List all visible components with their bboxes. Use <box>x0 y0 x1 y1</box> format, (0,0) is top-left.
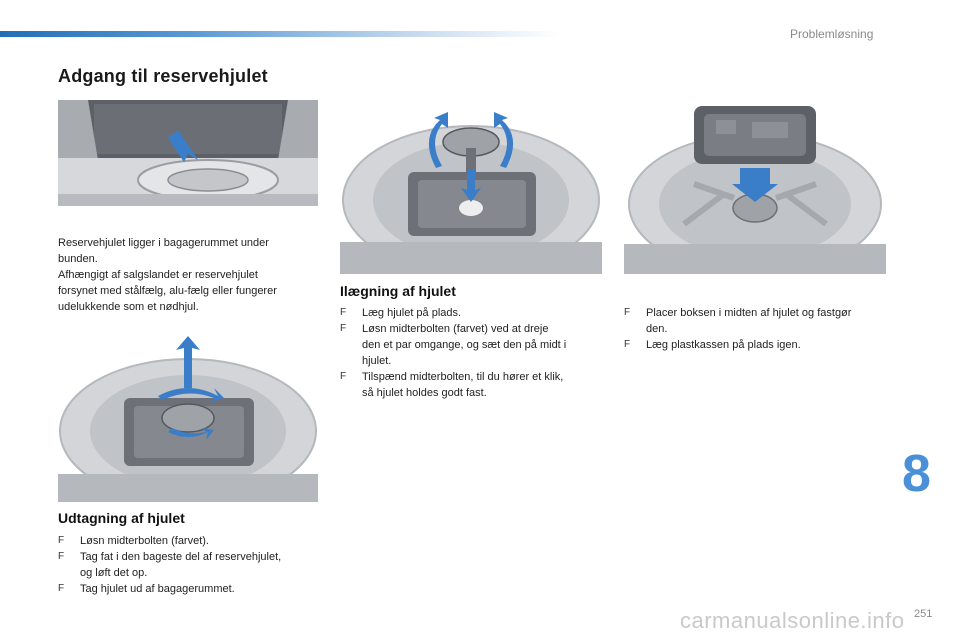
watermark: carmanualsonline.info <box>680 608 905 633</box>
intro-line: udelukkende som et nødhjul. <box>58 301 199 313</box>
list-item: F Tilspænd midterbolten, til du hører et klik, så hjulet holdes godt fast. <box>340 371 564 399</box>
bullet-glyph: F <box>58 583 65 594</box>
list-item: F Læg plastkassen på plads igen. <box>624 339 801 351</box>
header-accent-bar <box>0 31 560 37</box>
list-item: F Tag fat i den bageste del af reservehjulet, og løft det op. <box>58 551 282 579</box>
install-steps <box>340 305 602 401</box>
storage-box-illustration <box>624 104 886 274</box>
install-heading: Ilægning af hjulet <box>340 283 456 299</box>
intro-line: forsynet med stålfælg, alu-fælg eller fungerer <box>58 285 277 297</box>
intro-line: Afhængigt af salgslandet er reservehjulet <box>58 269 258 281</box>
chapter-number: 8 <box>902 445 931 503</box>
bullet-glyph: F <box>58 535 65 546</box>
box-steps <box>624 305 886 353</box>
wheel-removal-illustration <box>58 336 318 502</box>
list-item: F Tag hjulet ud af bagagerummet. <box>58 583 235 595</box>
bullet-glyph: F <box>58 551 65 562</box>
intro-line: Reservehjulet ligger i bagagerummet under <box>58 237 269 249</box>
bullet-glyph: F <box>340 371 347 382</box>
trunk-spare-wheel-illustration <box>58 100 318 206</box>
intro-line: bunden. <box>58 253 98 265</box>
page-title: Adgang til reservehjulet <box>58 66 268 86</box>
section-header: Problemløsning <box>790 27 874 41</box>
wheel-install-illustration <box>340 108 602 274</box>
bullet-glyph: F <box>624 307 631 318</box>
bullet-glyph: F <box>624 339 631 350</box>
bullet-glyph: F <box>340 323 347 334</box>
removal-heading: Udtagning af hjulet <box>58 510 185 526</box>
list-item: F Læg hjulet på plads. <box>340 307 462 319</box>
list-item: F Løsn midterbolten (farvet). <box>58 535 209 547</box>
list-item: F Løsn midterbolten (farvet) ved at dreje den et par omgange, og sæt den på midt i hjulet. <box>340 323 567 367</box>
list-item: F Placer boksen i midten af hjulet og fastgør den. <box>624 307 852 335</box>
bullet-glyph: F <box>340 307 347 318</box>
removal-steps <box>58 533 318 597</box>
intro-text <box>58 235 318 315</box>
page-number: 251 <box>914 608 933 620</box>
